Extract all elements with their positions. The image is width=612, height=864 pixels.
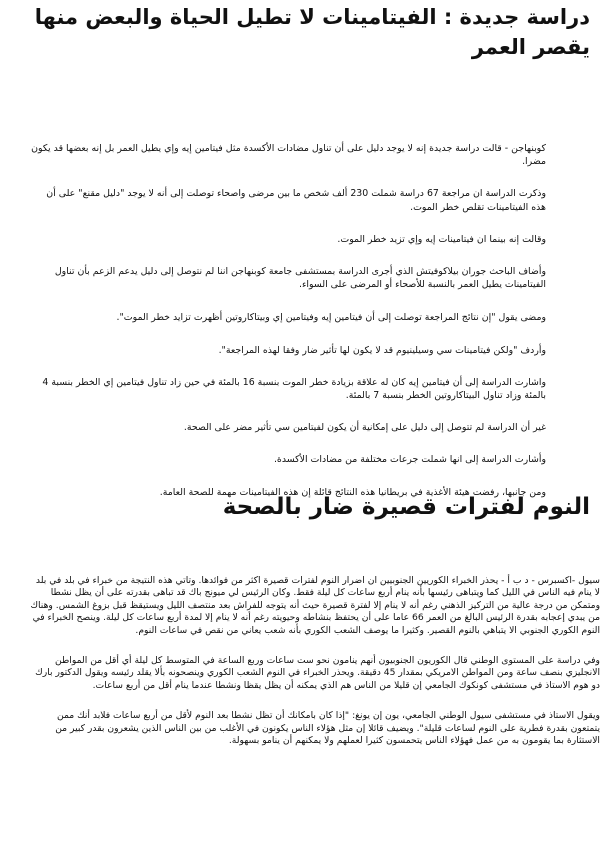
article2-body <box>30 575 600 747</box>
article1-paragraph: واشارت الدراسة إلى أن فيتامين إيه كان له علاقة بزيادة خطر الموت بنسبة 16 بالمئة في حين زاد تناول فيتامين إي الخطر بنسبة 4 بالمئة وزاد تناول البيتاكاروتين الخطر بنسبة 7 بالمئة. <box>42 376 546 402</box>
article2-paragraph: سيول -اكسبرس - د ب أ - يحذر الخبراء الكوريين الجنوبيين ان اضرار النوم لفترات قصيرة اكثر من فوائدها. وتاتي هذه النتيجة من خبراء في بلد في بلد لا ينام فيه الناس في الليل كما ويتباهى رئيسها بأنه ينام أربع ساعات كل ليلة فقط. وكان الرئيس لي ميونج باك قد تباهى بقدرته على أن يظل نشطا ومتمكن من درجة عالية من التركيز الذهني رغم أنه لا ينام إلا لفترة قصيرة حيث أنه يتوجه للفراش بعد منتصف الليل ويستيقظ قبل بزوغ الشمس. وهناك من يبدي إعجابه بقدرة الرئيس البالغ من العمر 66 عاما على أن يحتفظ بنشاطه وحيويته رغم أنه لا ينام إلا لمدة أربع ساعات كل ليلة. وينصح الخبراء في النوم الكوري الجنوبي الا يتباهي بالنوم القصير. وكثيرا ما يوصف الشعب الكوري بأنه شعب يعاني من نقص في ساعات النوم. <box>30 575 600 636</box>
article1-paragraph: وقالت إنه بينما ان فيتامينات إيه وإي تزيد خطر الموت. <box>337 233 546 245</box>
article1-paragraph: وأردف "ولكن فيتامينات سي وسيلينيوم قد لا يكون لها تأثير ضار وفقا لهذه المراجعة". <box>218 344 546 356</box>
article1-paragraph: غير أن الدراسة لم تتوصل إلى دليل على إمكانية أن يكون لفيتامين سي تأثير مضر على الصحة. <box>183 422 546 434</box>
article2-headline: النوم لفترات قصيرة ضار بالصحة <box>222 494 590 520</box>
article1-headline: دراسة جديدة : الفيتامينات لا تطيل الحياة والبعض منها يقصر العمر <box>34 5 590 59</box>
article1-paragraph: كوبنهاجن - قالت دراسة جديدة إنه لا يوجد دليل على أن تناول مضادات الأكسدة مثل فيتامين إيه وإي يطيل العمر بل إنه بعضها قد يكون مضرا. <box>31 143 546 168</box>
article1-paragraph: ومن جانبها، رفضت هيئة الأغذية في بريطانيا هذه النتائج قائلة إن هذه الفيتامينات مهمة للصحة العامة. <box>159 486 546 498</box>
article2-paragraph: وفي دراسة على المستوى الوطني قال الكوريون الجنوبيون أنهم ينامون نحو ست ساعات وربع الساعة في المتوسط كل ليلة أي أقل من المواطن الانجليزي بنصف ساعة ومن المواطن الامريكي بمقدار 45 دقيقة. ويحذر الخبراء في النوم الشعب الكوري وينصحونه بألا يقلد رئيسه ويقول الدكتور بارك دو هوم الاستاذ في مستشفى كونكوك الجامعي إن قليلا من الناس هم الذي يمكنه أن يظل يقظا ونشطا عندما ينام أقل من أربع ساعات. <box>35 655 600 691</box>
article2-paragraph: ويقول الاستاذ في مستشفى سيول الوطني الجامعي، يون إن يونغ: "إذا كان بامكانك أن تظل نشطا بعد النوم لأقل من أربع ساعات فلابد أنك ممن يتمتعون بقدرة فطرية على النوم لساعات قليلة". ويضيف قائلا إن مثل هؤلاء الناس يكونون في الأغلب من بين الناس الذين يشعرون بقدر كبير من الاستثارة بما يقومون به من عمل فهؤلاء الناس يتحمسون كثيرا لعملهم ولا يمكنهم أن ينامو بسهولة. <box>55 710 600 747</box>
article1-paragraph: وذكرت الدراسة ان مراجعة 67 دراسة شملت 230 ألف شخص ما بين مرضى واصحاء توصلت إلى أنه لا يوجد "دليل مقنع" على أن هذه الفيتامينات تقلص خطر الموت. <box>46 188 546 213</box>
article1-paragraph: وأشارت الدراسة إلى انها شملت جرعات مختلفة من مضادات الأكسدة. <box>273 454 546 466</box>
article1-paragraph: ومضى يقول "إن نتائج المراجعة توصلت إلى أن فيتامين إيه وفيتامين إي وبيتاكاروتين أظهرت تزايد خطر الموت". <box>116 312 546 324</box>
article1-body <box>30 142 546 499</box>
article1-paragraph: وأضاف الباحث جوران بيلاكوفيتش الذي أجرى الدراسة بمستشفى جامعة كوبنهاجن اننا لم نتوصل إلى دليل يدعم الزعم بأن تناول الفيتامينات يطيل العمر بالنسبة للأصحاء أو المرضى على السواء. <box>54 266 546 291</box>
